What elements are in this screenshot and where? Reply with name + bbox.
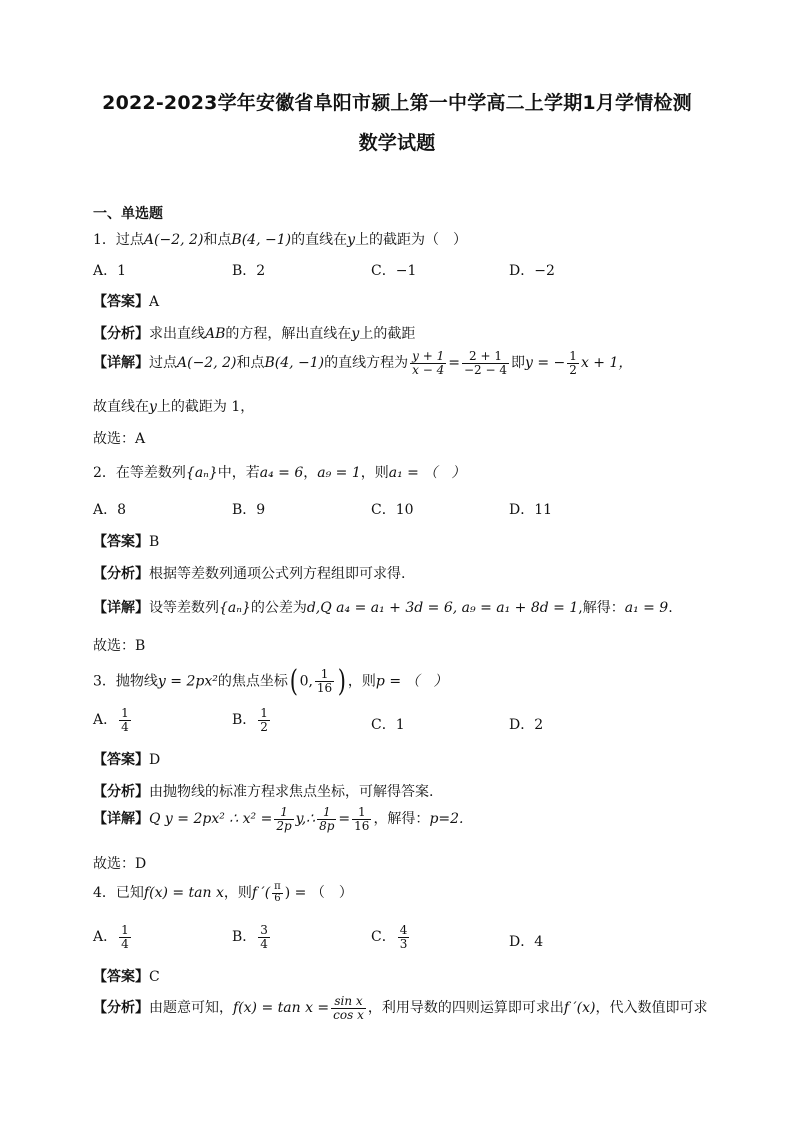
fraction: $\frac{\text{sin x}}{\text{cos x}}$ (333, 994, 364, 1022)
fraction: $\frac{1}{16}$ (354, 805, 370, 833)
question-2-stem: 2．在等差数列{aₙ}中，若a₄ = 6，a₉ = 1，则a₁ = （ ） (93, 465, 466, 481)
question-2-detail: 【详解】设等差数列{aₙ}的公差为d,Q a₄ = a₁ + 3d = 6, a₉ = a₁ + 8d = 1,解得：a₁ = 9. (93, 600, 673, 616)
fraction: $\frac{y + 1}{x - 4}$ (412, 349, 445, 377)
question-4-answer: 【答案】C (93, 969, 160, 985)
question-2-choose: 故选：B (93, 638, 146, 654)
document-subtitle: 数学试题 (358, 132, 436, 154)
option-a: A． $\frac{1}{4}$ (93, 706, 129, 734)
option-d: D．2 (509, 717, 544, 733)
fraction: $\frac{1}{16}$ (316, 667, 333, 695)
option-b: B． $\frac{3}{4}$ (232, 923, 268, 951)
question-3-answer: 【答案】D (93, 752, 161, 768)
option-d: D．−2 (509, 263, 555, 279)
section-heading: 一、单选题 (93, 206, 163, 222)
fraction: $\frac{1}{2p}$ (276, 805, 292, 833)
option-c: C．−1 (371, 263, 417, 279)
fraction: $\frac{1}{2}$ (569, 349, 577, 377)
fraction: $\frac{\pi}{6}$ (274, 881, 281, 904)
option-b: B． $\frac{1}{2}$ (232, 706, 268, 734)
fraction: $\frac{1}{8p}$ (319, 805, 335, 833)
option-b: B．9 (232, 502, 266, 518)
question-3-analysis: 【分析】由抛物线的标准方程求焦点坐标，可解得答案. (93, 784, 434, 800)
question-2-answer: 【答案】B (93, 534, 160, 550)
question-2-analysis: 【分析】根据等差数列通项公式列方程组即可求得. (93, 566, 406, 582)
question-3-stem: 3．抛物线y = 2px²的焦点坐标( 0, $\frac{1}{16}$ ) ，则p = （ ） (93, 664, 448, 699)
question-4-analysis: 【分析】由题意可知，f(x) = tan x = $\frac{\text{sin x}}{\text{cos x}}$ ，利用导数的四则运算即可求出f ′(x)，代入数值即可求 (93, 994, 708, 1022)
question-1-stem: 1．过点A(−2, 2)和点B(4, −1)的直线在y上的截距为（ ） (93, 232, 467, 248)
option-a: A．1 (93, 263, 127, 279)
option-b: B．2 (232, 263, 266, 279)
question-1-detail: 【详解】过点A(−2, 2)和点B(4, −1)的直线方程为 $\frac{y + 1}{x - 4}$ = $\frac{2 + 1}{-2 - 4}$ 即y = − $\frac{1}{2}$ x + 1， (93, 349, 633, 377)
option-a: A． $\frac{1}{4}$ (93, 923, 129, 951)
fraction: $\frac{2 + 1}{-2 - 4}$ (464, 349, 508, 377)
document-title: 2022-2023学年安徽省阜阳市颍上第一中学高二上学期1月学情检测 (102, 92, 692, 114)
option-a: A．8 (93, 502, 127, 518)
option-c: C． $\frac{4}{3}$ (371, 923, 408, 951)
option-d: D．11 (509, 502, 553, 518)
option-c: C．10 (371, 502, 414, 518)
option-d: D．4 (509, 934, 544, 950)
question-1-conclusion: 故直线在y上的截距为 1， (93, 399, 255, 415)
question-3-choose: 故选：D (93, 856, 147, 872)
question-1-analysis: 【分析】求出直线AB的方程，解出直线在y上的截距 (93, 326, 416, 342)
question-1-answer: 【答案】A (93, 294, 160, 310)
question-4-stem: 4．已知f(x) = tan x，则f ′( $\frac{\pi}{6}$ ) = （ ） (93, 881, 353, 904)
question-1-choose: 故选：A (93, 431, 146, 447)
option-c: C．1 (371, 717, 405, 733)
question-3-detail: 【详解】Q y = 2px² ∴ x² = $\frac{1}{2p}$ y,∴ $\frac{1}{8p}$ = $\frac{1}{16}$ ，解得：p=2. (93, 805, 464, 833)
